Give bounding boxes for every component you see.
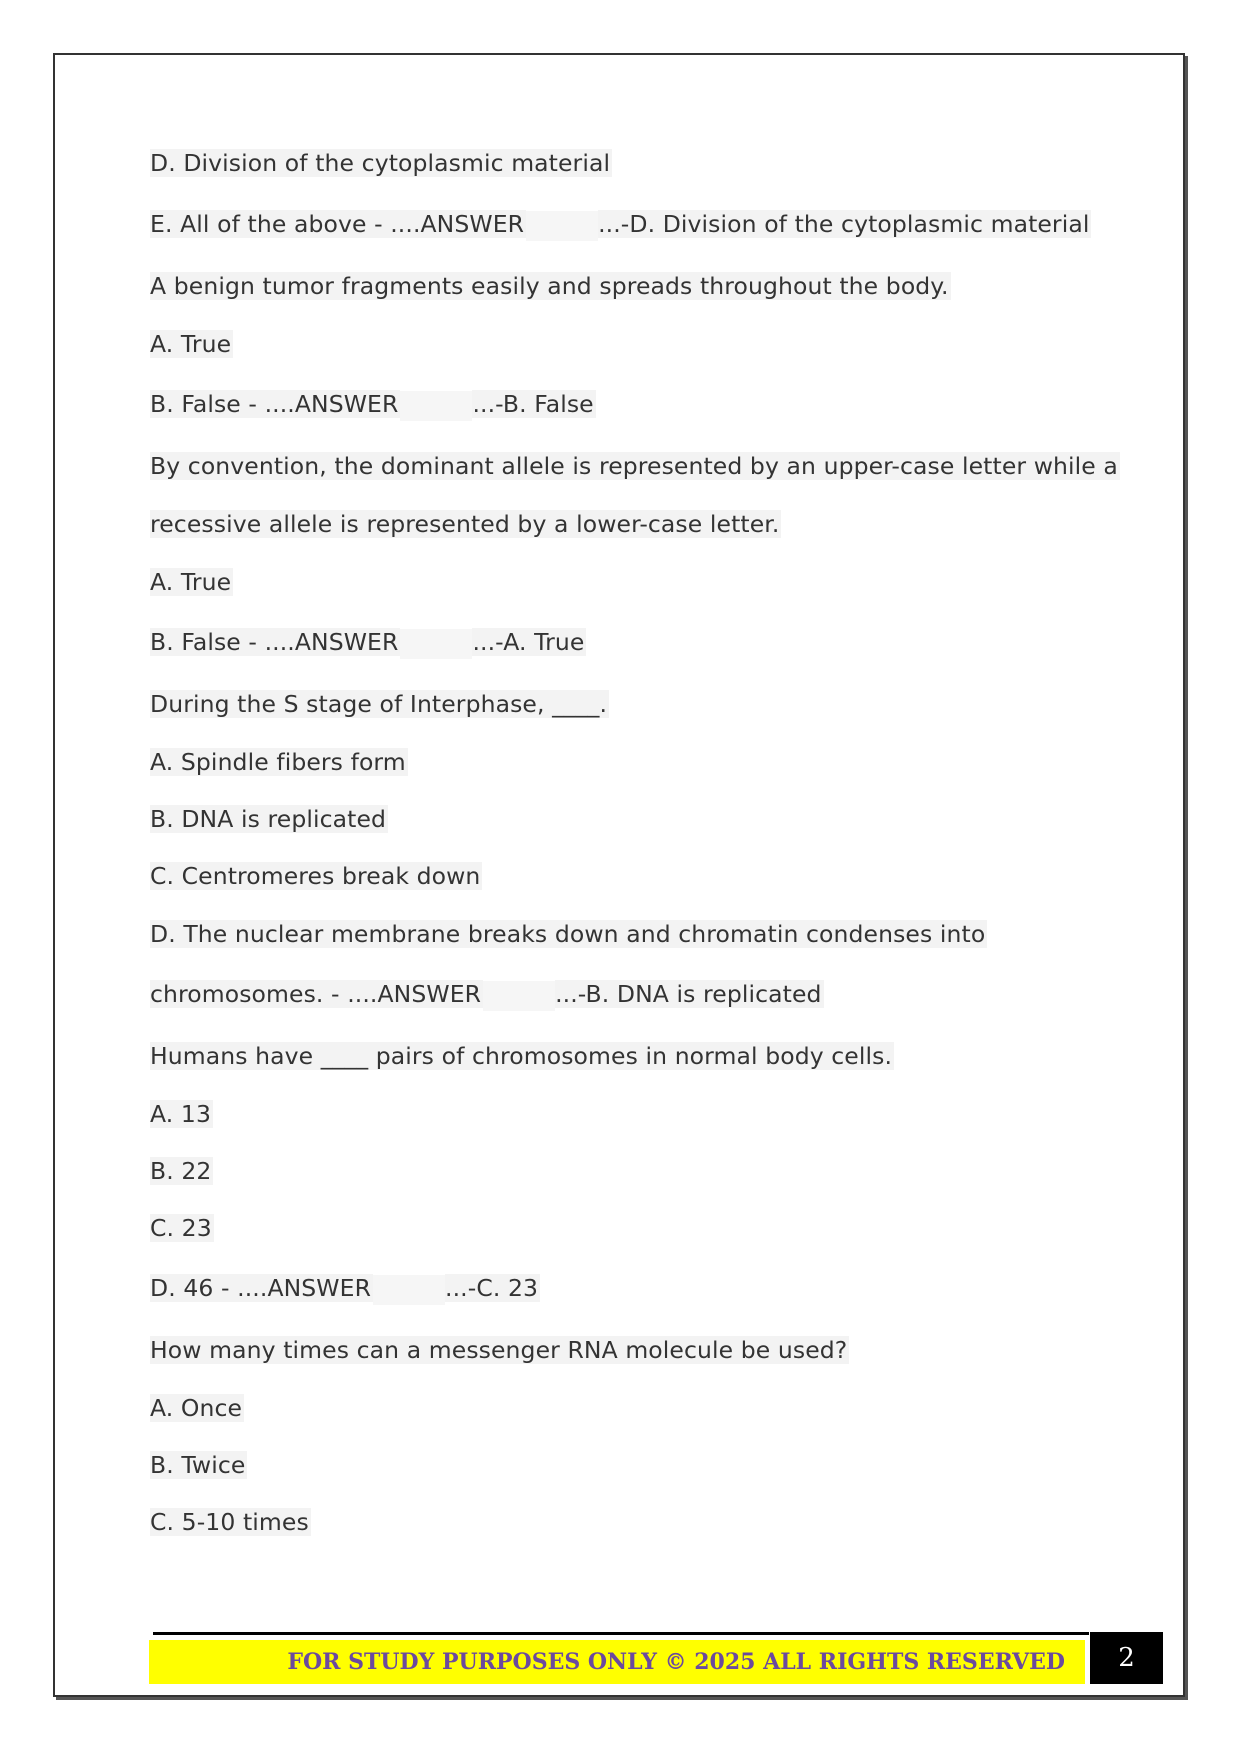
question-line (150, 269, 951, 303)
option-text: C. 23 (150, 1214, 212, 1242)
option-line (150, 859, 482, 893)
answer-line (150, 1271, 540, 1305)
page-number: 2 (1090, 1632, 1163, 1684)
option-line (150, 917, 987, 951)
option-line (150, 745, 408, 779)
question-text: recessive allele is represented by a lower-case letter. (150, 510, 780, 538)
answer-text: ...-B. False (472, 390, 594, 418)
option-text: D. Division of the cytoplasmic material (150, 149, 611, 177)
answer-text: ...-D. Division of the cytoplasmic material (598, 210, 1090, 238)
option-line (150, 1505, 311, 1539)
answer-text: ...-B. DNA is replicated (555, 980, 822, 1008)
option-line (150, 146, 612, 180)
option-line (150, 1391, 244, 1425)
answer-line (150, 977, 824, 1011)
option-text: A. 13 (150, 1100, 212, 1128)
option-text: A. True (150, 330, 232, 358)
question-option-text: chromosomes. - ....ANSWER (150, 980, 482, 1008)
option-text: A. Once (150, 1394, 243, 1422)
question-text: By convention, the dominant allele is represented by an upper-case letter while a (150, 452, 1118, 480)
option-line (150, 1154, 213, 1188)
answer-line (150, 207, 1091, 241)
question-option-text: E. All of the above - ....ANSWER (150, 210, 525, 238)
option-text: A. True (150, 568, 232, 596)
question-line (150, 507, 781, 541)
option-line (150, 565, 233, 599)
answer-gap (400, 629, 472, 659)
option-line (150, 327, 233, 361)
answer-gap (373, 1275, 445, 1305)
option-text: D. The nuclear membrane breaks down and chromatin condenses into (150, 920, 986, 948)
option-text: C. 5-10 times (150, 1508, 309, 1536)
answer-line (150, 625, 586, 659)
option-text: B. 22 (150, 1157, 212, 1185)
answer-text: ...-C. 23 (445, 1274, 539, 1302)
answer-gap (400, 391, 472, 421)
question-text: During the S stage of Interphase, ____. (150, 690, 608, 718)
answer-line (150, 387, 596, 421)
option-line (150, 802, 388, 836)
question-line (150, 687, 609, 721)
footer-band (149, 1640, 1085, 1684)
answer-text: ...-A. True (472, 628, 585, 656)
option-line (150, 1448, 247, 1482)
question-line (150, 1333, 849, 1367)
option-text: C. Centromeres break down (150, 862, 481, 890)
option-line (150, 1211, 214, 1245)
footer-copyright: FOR STUDY PURPOSES ONLY © 2025 ALL RIGHTS RESERVED (287, 1649, 1065, 1675)
option-line (150, 1097, 213, 1131)
footer-rule (153, 1632, 1089, 1635)
option-text: B. Twice (150, 1451, 246, 1479)
question-text: How many times can a messenger RNA molecule be used? (150, 1336, 848, 1364)
question-option-text: B. False - ....ANSWER (150, 390, 399, 418)
question-text: A benign tumor fragments easily and spreads throughout the body. (150, 272, 949, 300)
question-line (150, 449, 1120, 483)
answer-gap (483, 981, 555, 1011)
question-option-text: D. 46 - ....ANSWER (150, 1274, 372, 1302)
question-text: Humans have ____ pairs of chromosomes in normal body cells. (150, 1042, 893, 1070)
question-line (150, 1039, 894, 1073)
option-text: A. Spindle fibers form (150, 748, 406, 776)
option-text: B. DNA is replicated (150, 805, 387, 833)
answer-gap (526, 211, 598, 241)
question-option-text: B. False - ....ANSWER (150, 628, 399, 656)
